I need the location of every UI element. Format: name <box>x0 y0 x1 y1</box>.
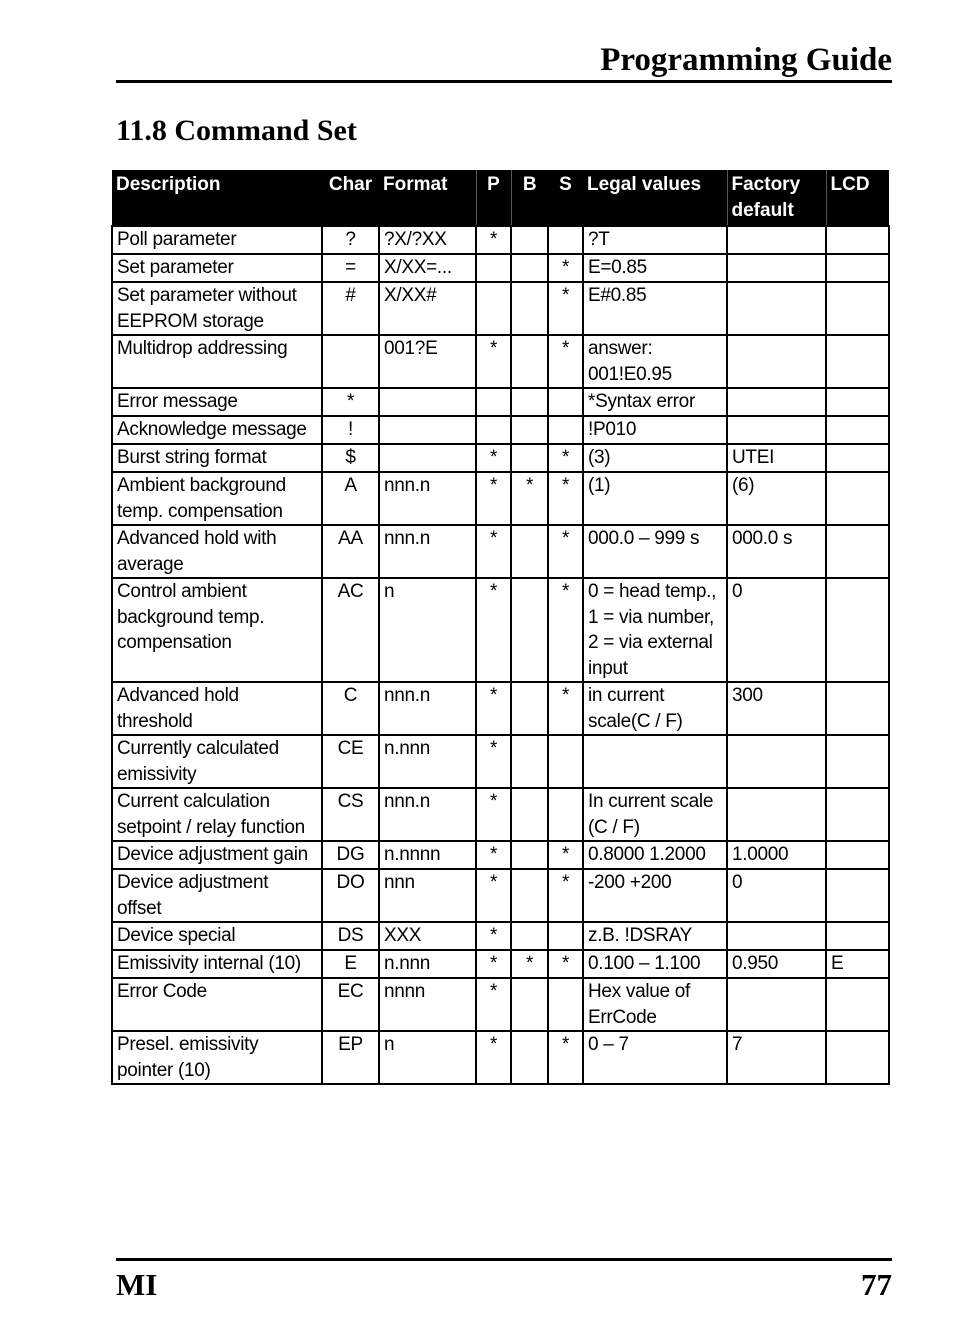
b-cell <box>511 869 548 922</box>
s-cell: * <box>548 254 583 282</box>
lcd-cell <box>826 978 889 1031</box>
format-cell: nnn.n <box>379 788 476 841</box>
legal-values-cell: answer: 001!E0.95 <box>583 335 727 388</box>
b-cell <box>511 416 548 444</box>
table-row <box>112 788 889 841</box>
description-cell: Set parameter <box>112 254 322 282</box>
p-cell: * <box>476 444 511 472</box>
p-cell <box>476 282 511 335</box>
p-cell: * <box>476 525 511 578</box>
legal-values-cell: !P010 <box>583 416 727 444</box>
description-cell: Emissivity internal (10) <box>112 950 322 978</box>
s-cell: * <box>548 472 583 525</box>
s-cell: * <box>548 335 583 388</box>
factory-default-cell <box>727 416 826 444</box>
p-cell: * <box>476 950 511 978</box>
b-cell <box>511 335 548 388</box>
legal-values-cell: 0.8000 1.2000 <box>583 841 727 869</box>
lcd-cell <box>826 388 889 416</box>
table-row <box>112 388 889 416</box>
lcd-cell <box>826 472 889 525</box>
s-cell: * <box>548 578 583 682</box>
lcd-cell <box>826 869 889 922</box>
char-cell: ! <box>322 416 379 444</box>
s-cell <box>548 922 583 950</box>
table-row <box>112 472 889 525</box>
p-cell: * <box>476 788 511 841</box>
b-cell <box>511 282 548 335</box>
p-cell: * <box>476 335 511 388</box>
table-row <box>112 578 889 682</box>
char-cell: CE <box>322 735 379 788</box>
b-cell <box>511 841 548 869</box>
factory-default-cell <box>727 388 826 416</box>
table-row <box>112 254 889 282</box>
factory-default-cell <box>727 335 826 388</box>
char-cell: = <box>322 254 379 282</box>
page-number: 77 <box>861 1267 892 1302</box>
command-set-table <box>111 170 890 1085</box>
char-cell: E <box>322 950 379 978</box>
column-header: Factory default <box>727 170 826 226</box>
description-cell: Presel. emissivity pointer (10) <box>112 1031 322 1084</box>
description-cell: Burst string format <box>112 444 322 472</box>
table-row <box>112 1031 889 1084</box>
format-cell: X/XX# <box>379 282 476 335</box>
factory-default-cell: UTEI <box>727 444 826 472</box>
description-cell: Error Code <box>112 978 322 1031</box>
lcd-cell: E <box>826 950 889 978</box>
s-cell <box>548 416 583 444</box>
legal-values-cell: 0.100 – 1.100 <box>583 950 727 978</box>
factory-default-cell <box>727 978 826 1031</box>
factory-default-cell: 0 <box>727 869 826 922</box>
legal-values-cell: 000.0 – 999 s <box>583 525 727 578</box>
factory-default-cell <box>727 254 826 282</box>
p-cell: * <box>476 978 511 1031</box>
lcd-cell <box>826 1031 889 1084</box>
description-cell: Device adjustment gain <box>112 841 322 869</box>
table-row <box>112 226 889 254</box>
column-header: S <box>548 170 583 226</box>
column-header: Description <box>112 170 322 226</box>
column-header: Legal values <box>583 170 727 226</box>
p-cell: * <box>476 869 511 922</box>
char-cell: DS <box>322 922 379 950</box>
legal-values-cell: In current scale (C / F) <box>583 788 727 841</box>
running-header-title: Programming Guide <box>600 42 892 78</box>
footer-rule <box>116 1258 892 1261</box>
legal-values-cell: E=0.85 <box>583 254 727 282</box>
legal-values-cell: in current scale(C / F) <box>583 682 727 735</box>
s-cell <box>548 788 583 841</box>
b-cell <box>511 978 548 1031</box>
p-cell: * <box>476 472 511 525</box>
format-cell: n.nnnn <box>379 841 476 869</box>
table-row <box>112 950 889 978</box>
format-cell: ?X/?XX <box>379 226 476 254</box>
description-cell: Device adjustment offset <box>112 869 322 922</box>
lcd-cell <box>826 682 889 735</box>
table-row <box>112 416 889 444</box>
factory-default-cell: 0 <box>727 578 826 682</box>
legal-values-cell: Hex value of ErrCode <box>583 978 727 1031</box>
p-cell <box>476 388 511 416</box>
format-cell <box>379 444 476 472</box>
char-cell: EP <box>322 1031 379 1084</box>
factory-default-cell: 000.0 s <box>727 525 826 578</box>
lcd-cell <box>826 282 889 335</box>
p-cell: * <box>476 226 511 254</box>
s-cell: * <box>548 950 583 978</box>
section-title: 11.8 Command Set <box>116 114 357 147</box>
column-header: Char <box>322 170 379 226</box>
format-cell: nnn.n <box>379 525 476 578</box>
char-cell: ? <box>322 226 379 254</box>
p-cell: * <box>476 578 511 682</box>
factory-default-cell: 7 <box>727 1031 826 1084</box>
b-cell: * <box>511 950 548 978</box>
description-cell: Advanced hold threshold <box>112 682 322 735</box>
char-cell: AC <box>322 578 379 682</box>
char-cell: DG <box>322 841 379 869</box>
s-cell: * <box>548 282 583 335</box>
lcd-cell <box>826 254 889 282</box>
factory-default-cell <box>727 735 826 788</box>
format-cell: 001?E <box>379 335 476 388</box>
s-cell <box>548 388 583 416</box>
char-cell: C <box>322 682 379 735</box>
char-cell: $ <box>322 444 379 472</box>
s-cell: * <box>548 682 583 735</box>
description-cell: Ambient background temp. compensation <box>112 472 322 525</box>
s-cell: * <box>548 444 583 472</box>
table-header-row <box>112 170 889 226</box>
lcd-cell <box>826 444 889 472</box>
char-cell: EC <box>322 978 379 1031</box>
lcd-cell <box>826 525 889 578</box>
lcd-cell <box>826 735 889 788</box>
format-cell: n.nnn <box>379 950 476 978</box>
factory-default-cell <box>727 788 826 841</box>
legal-values-cell <box>583 735 727 788</box>
format-cell: nnn <box>379 869 476 922</box>
legal-values-cell: ?T <box>583 226 727 254</box>
description-cell: Advanced hold with average <box>112 525 322 578</box>
p-cell: * <box>476 1031 511 1084</box>
lcd-cell <box>826 226 889 254</box>
legal-values-cell: 0 = head temp., 1 = via number, 2 = via external input <box>583 578 727 682</box>
char-cell: AA <box>322 525 379 578</box>
s-cell <box>548 735 583 788</box>
format-cell: nnn.n <box>379 472 476 525</box>
lcd-cell <box>826 416 889 444</box>
column-header: LCD <box>826 170 889 226</box>
description-cell: Set parameter without EEPROM storage <box>112 282 322 335</box>
header-rule <box>116 80 892 83</box>
b-cell <box>511 788 548 841</box>
b-cell <box>511 578 548 682</box>
format-cell <box>379 416 476 444</box>
s-cell: * <box>548 869 583 922</box>
b-cell <box>511 254 548 282</box>
format-cell <box>379 388 476 416</box>
table-row <box>112 735 889 788</box>
description-cell: Acknowledge message <box>112 416 322 444</box>
char-cell: # <box>322 282 379 335</box>
s-cell: * <box>548 841 583 869</box>
p-cell <box>476 254 511 282</box>
factory-default-cell: 0.950 <box>727 950 826 978</box>
column-header: Format <box>379 170 476 226</box>
description-cell: Control ambient background temp. compensation <box>112 578 322 682</box>
table-row <box>112 922 889 950</box>
p-cell: * <box>476 735 511 788</box>
table-row <box>112 869 889 922</box>
column-header: P <box>476 170 511 226</box>
b-cell <box>511 444 548 472</box>
table-row <box>112 282 889 335</box>
table-row <box>112 978 889 1031</box>
description-cell: Poll parameter <box>112 226 322 254</box>
description-cell: Currently calculated emissivity <box>112 735 322 788</box>
legal-values-cell: *Syntax error <box>583 388 727 416</box>
factory-default-cell <box>727 922 826 950</box>
factory-default-cell <box>727 282 826 335</box>
s-cell: * <box>548 525 583 578</box>
b-cell <box>511 226 548 254</box>
legal-values-cell: E#0.85 <box>583 282 727 335</box>
b-cell <box>511 1031 548 1084</box>
p-cell <box>476 416 511 444</box>
format-cell: n.nnn <box>379 735 476 788</box>
lcd-cell <box>826 922 889 950</box>
b-cell <box>511 682 548 735</box>
p-cell: * <box>476 682 511 735</box>
format-cell: nnnn <box>379 978 476 1031</box>
s-cell <box>548 978 583 1031</box>
table-row <box>112 335 889 388</box>
description-cell: Error message <box>112 388 322 416</box>
lcd-cell <box>826 335 889 388</box>
table-row <box>112 841 889 869</box>
format-cell: X/XX=... <box>379 254 476 282</box>
format-cell: n <box>379 1031 476 1084</box>
factory-default-cell <box>727 226 826 254</box>
legal-values-cell: 0 – 7 <box>583 1031 727 1084</box>
s-cell: * <box>548 1031 583 1084</box>
lcd-cell <box>826 578 889 682</box>
b-cell <box>511 735 548 788</box>
column-header: B <box>511 170 548 226</box>
table-row <box>112 444 889 472</box>
b-cell: * <box>511 472 548 525</box>
legal-values-cell: (3) <box>583 444 727 472</box>
b-cell <box>511 525 548 578</box>
format-cell: nnn.n <box>379 682 476 735</box>
b-cell <box>511 922 548 950</box>
format-cell: XXX <box>379 922 476 950</box>
lcd-cell <box>826 841 889 869</box>
table-row <box>112 682 889 735</box>
factory-default-cell: (6) <box>727 472 826 525</box>
p-cell: * <box>476 922 511 950</box>
char-cell: DO <box>322 869 379 922</box>
p-cell: * <box>476 841 511 869</box>
factory-default-cell: 300 <box>727 682 826 735</box>
char-cell: A <box>322 472 379 525</box>
description-cell: Current calculation setpoint / relay function <box>112 788 322 841</box>
lcd-cell <box>826 788 889 841</box>
s-cell <box>548 226 583 254</box>
description-cell: Multidrop addressing <box>112 335 322 388</box>
format-cell: n <box>379 578 476 682</box>
description-cell: Device special <box>112 922 322 950</box>
char-cell: * <box>322 388 379 416</box>
factory-default-cell: 1.0000 <box>727 841 826 869</box>
legal-values-cell: z.B. !DSRAY <box>583 922 727 950</box>
table-row <box>112 525 889 578</box>
footer-label: MI <box>116 1267 158 1302</box>
legal-values-cell: (1) <box>583 472 727 525</box>
char-cell <box>322 335 379 388</box>
legal-values-cell: -200 +200 <box>583 869 727 922</box>
char-cell: CS <box>322 788 379 841</box>
b-cell <box>511 388 548 416</box>
